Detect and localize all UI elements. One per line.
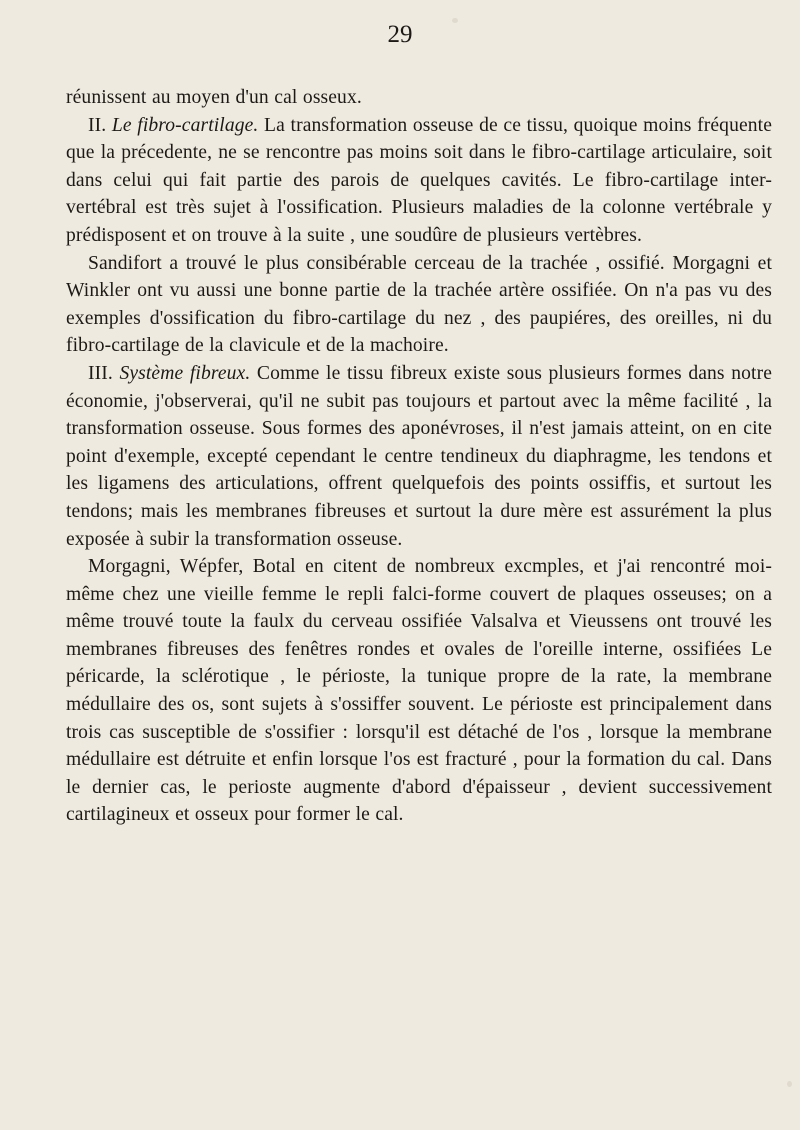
paragraph-3 bbox=[66, 250, 772, 360]
section-title-fibro-cartilage: Le fibro-cartilage. bbox=[111, 114, 259, 136]
section-title-systeme-fibreux: Système fibreux. bbox=[119, 362, 251, 384]
body-text bbox=[66, 84, 772, 829]
page-number: 29 bbox=[387, 21, 413, 48]
paragraph-1-text: réunissent au moyen d'un cal osseux. bbox=[66, 87, 362, 108]
paragraph-5 bbox=[66, 553, 772, 829]
section-number-iii: III. bbox=[88, 362, 113, 384]
paragraph-5-text: Morgagni, Wépfer, Botal en citent de nombreux excmples, et j'ai rencontré moi-même chez une vieille femme le repli falci-forme couvert de plaques osseuses; on a même trouvé toute la faulx du cerveau ossifiée Valsalva et Vieussens ont trouvé les membranes fibreuses des fenêtres rondes et ovales de l'oreille interne, ossifiées Le péricarde, la sclérotique , le périoste, la tunique propre de la rate, la membrane médullaire des os, sont sujets à s'ossiffer souvent. Le périoste est principalement dans trois cas susceptible de s'ossifier : lorsqu'il est détaché de l'os , lorsque la membrane médullaire est détruite et enfin lorsque l'os est fracturé , pour la formation du cal. Dans le dernier cas, le perioste augmente d'abord d'épaisseur , devient successivement cartilagineux et osseux pour former le cal. bbox=[66, 556, 772, 826]
paragraph-2 bbox=[66, 112, 772, 250]
paragraph-4 bbox=[66, 360, 772, 553]
paragraph-2-text: La transformation osseuse de ce tissu, quoique moins fréquente que la précedente, ne se rencontre pas moins soit dans le fibro-cartilage articulaire, soit dans celui qui fait partie des parois de quelques cavités. Le fibro-cartilage inter-vertébral est très sujet à l'ossification. Plusieurs maladies de la colonne vertébrale y prédisposent et on trouve à la suite , une soudûre de plusieurs vertèbres. bbox=[66, 114, 772, 246]
paragraph-3-text: Sandifort a trouvé le plus consibérable cerceau de la trachée , ossifié. Morgagni et Winkler ont vu aussi une bonne partie de la trachée artère ossifiée. On n'a pas vu des exemples d'ossification du fibro-cartilage du nez , des paupiéres, des oreilles, ni du fibro-cartilage de la clavicule et de la machoire. bbox=[66, 252, 772, 357]
section-number-ii: II. bbox=[88, 114, 107, 136]
paragraph-4-text: Comme le tissu fibreux existe sous plusieurs formes dans notre économie, j'observerai, qu'il ne subit pas toujours et partout avec la même facilité , la transformation osseuse. Sous formes des aponévroses, il n'est jamais atteint, on en cite point d'exemple, excepté cependant le centre tendineux du diaphragme, les tendons et les ligamens des articulations, offrent quelquefois des points ossiffis, et surtout les tendons; mais les membranes fibreuses et surtout la dure mère est assurément la plus exposée à subir la transformation osseuse. bbox=[66, 362, 772, 550]
paragraph-1 bbox=[66, 84, 772, 112]
paper-stain bbox=[787, 1081, 792, 1087]
